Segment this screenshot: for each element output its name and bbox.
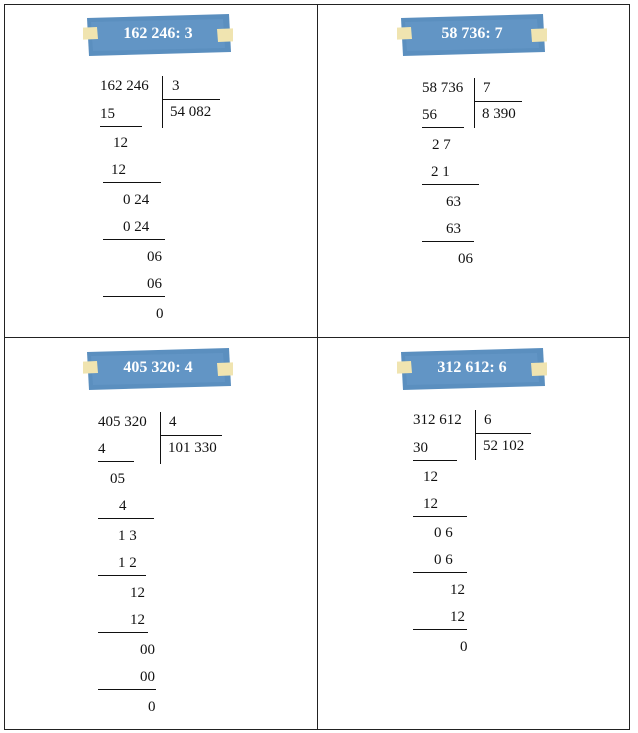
divisor-underline (475, 433, 531, 434)
problem-title-banner (397, 12, 547, 56)
subtraction-line (103, 182, 161, 183)
subtraction-line (98, 689, 156, 690)
step: 12 (423, 469, 438, 485)
division-bar (475, 410, 476, 460)
step: 06 (147, 249, 162, 265)
step: 63 (446, 221, 461, 237)
problem-title: 405 320: 4 (123, 359, 193, 376)
step: 1 2 (118, 555, 137, 571)
dividend: 162 246 (100, 78, 149, 94)
table-divider-horizontal (5, 337, 629, 338)
subtraction-line (98, 632, 148, 633)
divisor: 7 (483, 80, 491, 96)
divisor: 4 (169, 414, 177, 430)
table-divider-vertical (317, 5, 318, 729)
step: 0 24 (123, 192, 150, 208)
quotient: 8 390 (482, 106, 516, 122)
subtraction-line (413, 629, 467, 630)
subtraction-line (413, 460, 457, 461)
division-bar (474, 78, 475, 128)
dividend: 405 320 (98, 414, 147, 430)
subtraction-line (98, 518, 154, 519)
step: 0 24 (123, 219, 150, 235)
step: 0 (460, 639, 468, 655)
problem-title-banner (397, 346, 547, 390)
step: 0 (156, 306, 164, 322)
divisor: 3 (172, 78, 180, 94)
step: 00 (140, 642, 155, 658)
subtraction-line (422, 127, 464, 128)
step: 12 (111, 162, 126, 178)
quotient: 54 082 (170, 104, 212, 120)
problem-title-banner (83, 12, 233, 56)
step: 4 (119, 498, 127, 514)
dividend: 58 736 (422, 80, 464, 96)
problem-title: 162 246: 3 (123, 25, 193, 42)
step: 63 (446, 194, 461, 210)
divisor-underline (474, 101, 522, 102)
step: 1 3 (118, 528, 137, 544)
subtraction-line (103, 239, 165, 240)
problem-title-banner (83, 346, 233, 390)
step: 12 (423, 496, 438, 512)
subtraction-line (100, 126, 142, 127)
step: 12 (130, 612, 145, 628)
problem-title: 58 736: 7 (441, 25, 503, 42)
step: 12 (130, 585, 145, 601)
divisor-underline (160, 435, 222, 436)
subtraction-line (98, 575, 146, 576)
subtraction-line (98, 461, 134, 462)
subtraction-line (413, 516, 467, 517)
step: 06 (147, 276, 162, 292)
step: 05 (110, 471, 125, 487)
division-bar (162, 76, 163, 128)
step: 4 (98, 441, 106, 457)
step: 0 6 (434, 525, 453, 541)
divisor: 6 (484, 412, 492, 428)
step: 30 (413, 440, 428, 456)
step: 56 (422, 107, 437, 123)
step: 2 7 (432, 137, 451, 153)
dividend: 312 612 (413, 412, 462, 428)
subtraction-line (103, 296, 165, 297)
step: 12 (450, 582, 465, 598)
subtraction-line (413, 572, 467, 573)
step: 00 (140, 669, 155, 685)
subtraction-line (422, 184, 479, 185)
step: 2 1 (431, 164, 450, 180)
step: 12 (113, 135, 128, 151)
step: 0 6 (434, 552, 453, 568)
quotient: 52 102 (483, 438, 525, 454)
step: 12 (450, 609, 465, 625)
step: 15 (100, 106, 115, 122)
subtraction-line (422, 241, 474, 242)
division-bar (160, 412, 161, 464)
step: 0 (148, 699, 156, 715)
problem-title: 312 612: 6 (437, 359, 507, 376)
divisor-underline (162, 99, 220, 100)
step: 06 (458, 251, 473, 267)
quotient: 101 330 (168, 440, 217, 456)
